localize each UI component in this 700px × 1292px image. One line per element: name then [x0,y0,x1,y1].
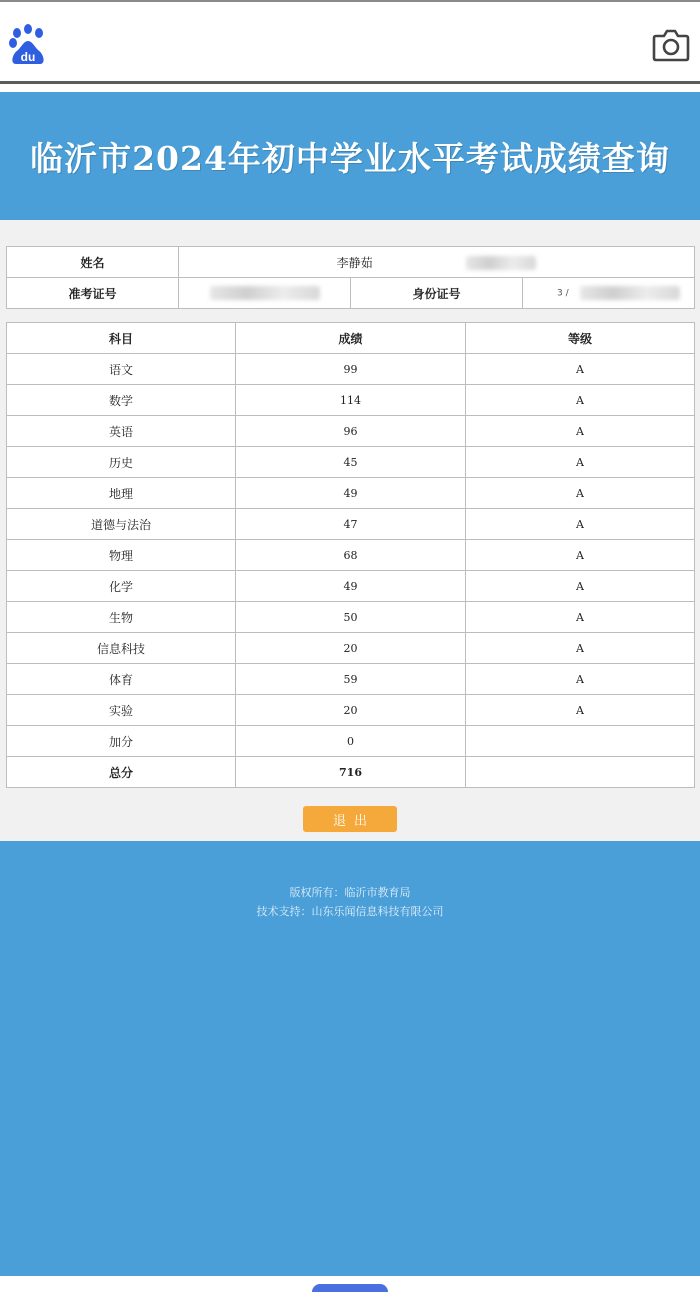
grade-cell: A [466,478,695,509]
score-cell: 114 [236,385,466,416]
name-label: 姓名 [7,247,179,278]
score-cell: 0 [236,726,466,757]
bottom-nav-handle[interactable] [312,1284,388,1292]
total-grade-cell [466,757,695,788]
table-row [7,354,695,385]
redaction-blur [466,256,536,270]
total-score-cell: 716 [236,757,466,788]
subject-cell: 体育 [7,664,236,695]
info-row-ids [7,278,695,309]
table-row [7,602,695,633]
score-cell: 50 [236,602,466,633]
name-value-text: 李静茹 [336,255,373,270]
grade-cell: A [466,447,695,478]
table-row [7,664,695,695]
page-footer [0,841,700,1276]
grade-cell [466,726,695,757]
grade-cell: A [466,633,695,664]
exam-id-label: 准考证号 [7,278,179,309]
page-title: 临沂市2024年初中学业水平考试成绩查询 [30,138,670,178]
grade-cell: A [466,695,695,726]
page-header [0,92,700,220]
header-score: 成绩 [236,323,466,354]
score-cell: 68 [236,540,466,571]
baidu-paw-logo-icon[interactable] [8,24,48,66]
header-subject: 科目 [7,323,236,354]
subject-cell: 数学 [7,385,236,416]
score-cell: 47 [236,509,466,540]
subject-cell: 实验 [7,695,236,726]
table-row [7,726,695,757]
table-row [7,695,695,726]
table-row [7,540,695,571]
grade-cell: A [466,664,695,695]
score-cell: 59 [236,664,466,695]
tech-support-text: 技术支持：山东乐闻信息科技有限公司 [256,905,444,918]
total-row [7,757,695,788]
subject-cell: 化学 [7,571,236,602]
table-row [7,633,695,664]
results-panel [0,220,700,841]
table-row [7,509,695,540]
table-row [7,416,695,447]
id-card-label: 身份证号 [351,278,523,309]
id-card-partial-text: 3 / [557,288,569,299]
camera-icon[interactable] [652,28,690,62]
score-cell: 49 [236,571,466,602]
grade-cell: A [466,571,695,602]
score-cell: 20 [236,633,466,664]
score-cell: 96 [236,416,466,447]
table-row [7,447,695,478]
score-table-header [7,323,695,354]
score-table [6,322,695,788]
grade-cell: A [466,385,695,416]
exam-id-redaction-blur [210,286,320,300]
student-info-table [6,246,695,309]
id-card-redaction-blur [580,286,680,300]
exam-id-value [179,278,351,309]
browser-top-bar [0,0,700,84]
subject-cell: 英语 [7,416,236,447]
subject-cell: 生物 [7,602,236,633]
table-row [7,478,695,509]
info-row-name [7,247,695,278]
score-cell: 99 [236,354,466,385]
exit-button[interactable]: 退出 [303,806,397,832]
grade-cell: A [466,354,695,385]
table-row [7,571,695,602]
subject-cell: 历史 [7,447,236,478]
total-label-cell: 总分 [7,757,236,788]
copyright-text: 版权所有：临沂市教育局 [289,886,411,899]
subject-cell: 信息科技 [7,633,236,664]
score-cell: 45 [236,447,466,478]
subject-cell: 加分 [7,726,236,757]
grade-cell: A [466,509,695,540]
subject-cell: 物理 [7,540,236,571]
name-value [179,247,695,278]
grade-cell: A [466,416,695,447]
grade-cell: A [466,602,695,633]
table-row [7,385,695,416]
subject-cell: 语文 [7,354,236,385]
score-cell: 20 [236,695,466,726]
header-grade: 等级 [466,323,695,354]
logo-text: du [20,50,36,64]
subject-cell: 地理 [7,478,236,509]
id-card-value [523,278,695,309]
grade-cell: A [466,540,695,571]
score-cell: 49 [236,478,466,509]
subject-cell: 道德与法治 [7,509,236,540]
